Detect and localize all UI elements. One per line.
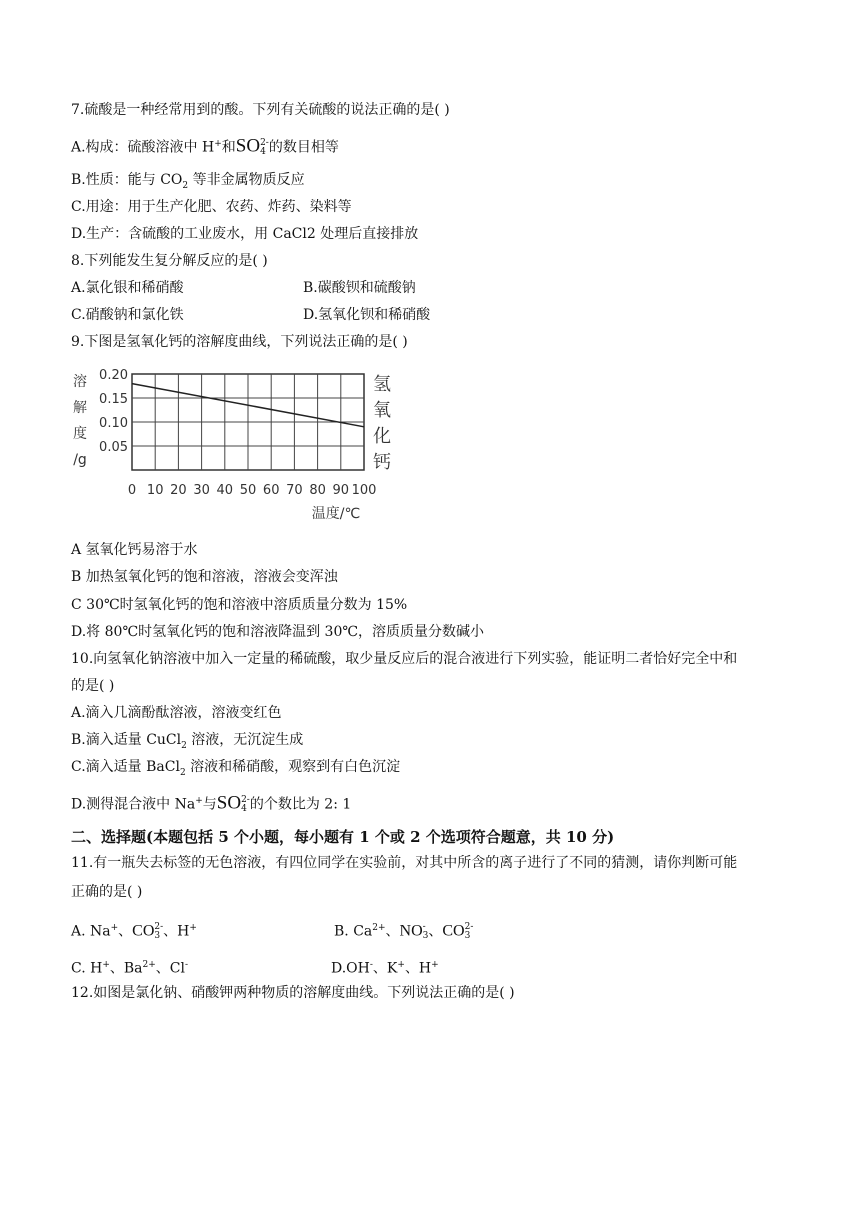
- q11-stem-line1: 11.有一瓶失去标签的无色溶液，有四位同学在实验前，对其中所含的离子进行了不同的猜测，请你判断可能: [71, 855, 738, 871]
- q8-stem: 8.下列能发生复分解反应的是( ): [71, 253, 268, 269]
- q11-option-c: C. H+、$Ba^{2+}$、Cl-: [71, 960, 189, 977]
- x-tick-label: 70: [286, 483, 303, 498]
- x-tick-label: 100: [351, 483, 377, 498]
- q11-option-b: B. $Ca^{2+}$、NO - 3 、CO 2- 3: [334, 921, 474, 941]
- x-axis-label: 温度/℃: [311, 506, 361, 522]
- q8-option-a: A.氯化银和稀硝酸: [71, 280, 184, 296]
- y-tick-label: 0.20: [99, 368, 128, 383]
- q12-stem: 12.如图是氯化钠、硝酸钾两种物质的溶解度曲线。下列说法正确的是( ): [71, 985, 515, 1001]
- y-axis-label-char: 度: [73, 426, 87, 442]
- q10-option-c: C.滴入适量 BaCl$_2$ 溶液和稀硝酸，观察到有白色沉淀: [71, 759, 401, 778]
- y-tick-label: 0.05: [99, 440, 128, 455]
- q9-option-b: B 加热氢氧化钙的饱和溶液，溶液会变浑浊: [71, 569, 338, 585]
- q10-option-b: B.滴入适量 CuCl$_2$ 溶液，无沉淀生成: [71, 732, 304, 751]
- y-axis-label-char: 解: [73, 400, 87, 416]
- q7-option-b: B.性质：能与 $CO_2$ 等非金属物质反应: [71, 172, 305, 191]
- q10-option-d: D.测得混合液中 Na+与SO 2- 4 的个数比为 2: 1: [71, 792, 352, 814]
- x-tick-label: 0: [127, 483, 137, 498]
- x-tick-label: 50: [239, 483, 257, 498]
- q9-option-a: A 氢氧化钙易溶于水: [71, 542, 198, 558]
- q8-option-d: D.氢氧化钡和稀硝酸: [303, 307, 431, 323]
- x-tick-label: 20: [170, 483, 187, 498]
- y-tick-label: 0.10: [99, 416, 128, 431]
- x-tick-label: 10: [146, 483, 164, 498]
- q10-stem-line2: 的是( ): [71, 678, 115, 694]
- x-tick-label: 60: [262, 483, 280, 498]
- q7-option-d: D.生产：含硫酸的工业废水，用 CaCl2 处理后直接排放: [71, 226, 419, 242]
- q11-option-d: D.OH-、K+、H+: [331, 960, 439, 977]
- q9-option-c: C 30℃时氢氧化钙的饱和溶液中溶质质量分数为 15%: [71, 597, 408, 613]
- q11-option-a: A. Na+、CO 2- 3 、H+: [71, 921, 197, 941]
- q7-stem: 7.硫酸是一种经常用到的酸。下列有关硫酸的说法正确的是( ): [71, 102, 450, 118]
- q8-option-c: C.硝酸钠和氯化铁: [71, 307, 184, 323]
- q10-option-a: A.滴入几滴酚酞溶液，溶液变红色: [71, 705, 282, 721]
- series-label-char: 氢: [373, 374, 391, 395]
- x-tick-label: 40: [216, 483, 234, 498]
- q9-option-d: D.将 80℃时氢氧化钙的饱和溶液降温到 30℃，溶质质量分数碱小: [71, 624, 485, 640]
- y-axis-label-char: 溶: [73, 374, 87, 390]
- q7-option-c: C.用途：用于生产化肥、农药、炸药、染料等: [71, 199, 352, 215]
- x-tick-label: 90: [332, 483, 350, 498]
- q7-option-a: A.构成：硫酸溶液中 H+和SO 2- 4 的数目相等: [71, 135, 339, 157]
- x-tick-label: 30: [193, 483, 210, 498]
- q11-stem-line2: 正确的是( ): [71, 884, 143, 900]
- y-tick-label: 0.15: [99, 392, 128, 407]
- series-label-char: 化: [373, 426, 391, 447]
- q8-option-b: B.碳酸钡和硫酸钠: [303, 280, 416, 296]
- section-heading: 二、选择题(本题包括 5 个小题，每小题有 1 个或 2 个选项符合题意，共 10 分): [71, 828, 615, 846]
- solubility-chart: [70, 366, 400, 526]
- series-label-char: 氧: [373, 400, 391, 421]
- y-axis-label-char: /g: [73, 452, 87, 468]
- series-label-char: 钙: [373, 452, 391, 473]
- q9-stem: 9.下图是氢氧化钙的溶解度曲线，下列说法正确的是( ): [71, 334, 408, 350]
- x-tick-label: 80: [309, 483, 326, 498]
- q10-stem-line1: 10.向氢氧化钠溶液中加入一定量的稀硫酸，取少量反应后的混合液进行下列实验，能证明二者恰好完全中和: [71, 651, 738, 667]
